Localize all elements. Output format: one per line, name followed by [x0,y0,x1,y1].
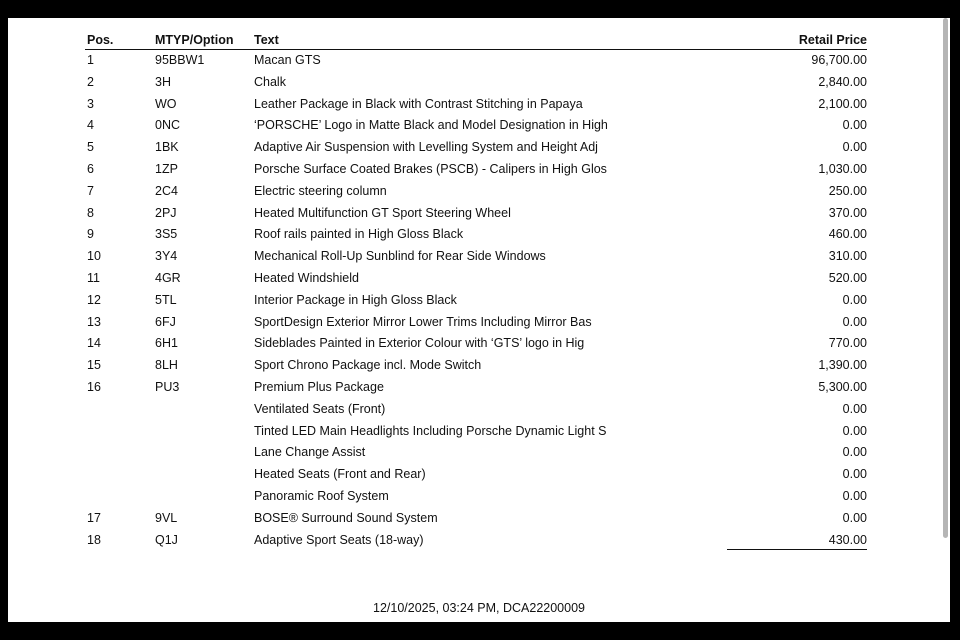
row-option: 1BK [155,140,179,155]
row-text: Leather Package in Black with Contrast Stitching in Papaya [254,96,583,111]
row-pos: 7 [87,183,94,198]
row-option [153,464,252,486]
row-option [153,442,252,464]
row-price: 2,100.00 [818,96,867,111]
row-text: BOSE® Surround Sound System [254,510,438,525]
row-option: 4GR [155,270,181,285]
table-row [85,50,867,72]
row-option: 0NC [155,118,181,133]
table-row [85,290,867,312]
row-option: 2PJ [155,205,177,220]
row-price: 250.00 [828,183,867,198]
row-price: 1,030.00 [818,161,867,176]
table-row [85,530,867,552]
row-price: 0.00 [842,401,867,416]
row-price: 5,300.00 [818,379,867,394]
row-pos: 6 [87,161,94,176]
table-row [85,442,867,464]
table-body [85,50,867,552]
row-price: 520.00 [828,270,867,285]
table-row [85,486,867,508]
document-page [8,18,950,622]
row-pos: 10 [87,249,101,264]
row-pos: 15 [87,358,101,373]
row-text: Interior Package in High Gloss Black [254,292,457,307]
row-option: 9VL [155,510,178,525]
row-pos: 12 [87,292,101,307]
row-pos: 14 [87,336,101,351]
row-pos: 9 [87,227,94,242]
row-text: Premium Plus Package [254,379,384,394]
row-option: 3H [155,74,171,89]
row-text: Sport Chrono Package incl. Mode Switch [254,358,482,373]
table-row [85,399,867,421]
table-row [85,159,867,181]
row-option: 95BBW1 [155,53,205,67]
row-pos [85,486,153,508]
row-pos: 8 [87,205,94,220]
row-price: 460.00 [828,227,867,242]
scrollbar[interactable] [943,18,948,538]
row-pos: 4 [87,118,94,133]
row-pos [85,464,153,486]
row-price [724,530,867,552]
header-text: Text [252,30,724,50]
options-table [85,30,867,551]
row-text: SportDesign Exterior Mirror Lower Trims Including Mirror Bas [254,314,592,329]
row-pos: 17 [87,510,101,525]
row-price: 0.00 [842,292,867,307]
row-pos [85,399,153,421]
row-option: 6H1 [155,336,178,351]
row-option: WO [155,96,177,111]
row-price: 0.00 [842,314,867,329]
table-row [85,137,867,159]
row-price: 370.00 [828,205,867,220]
footer-timestamp: 12/10/2025, 03:24 PM, DCA22200009 [373,601,585,615]
row-text: Lane Change Assist [254,445,366,460]
row-text: Heated Seats (Front and Rear) [254,467,426,482]
table-row [85,246,867,268]
row-price: 0.00 [842,488,867,503]
row-option: 1ZP [155,161,178,176]
row-option: 2C4 [155,183,178,198]
row-price: 0.00 [842,445,867,460]
row-price: 1,390.00 [818,358,867,373]
row-text: Adaptive Sport Seats (18-way) [254,532,424,547]
row-text: Adaptive Air Suspension with Levelling System and Height Adj [254,140,598,155]
row-option: 3S5 [155,227,178,242]
row-option: 6FJ [155,314,176,329]
row-text: Porsche Surface Coated Brakes (PSCB) - Calipers in High Glos [254,161,607,176]
row-price: 770.00 [828,336,867,351]
row-price: 0.00 [842,510,867,525]
table-row [85,115,867,137]
row-pos: 18 [87,532,101,547]
row-pos: 1 [87,53,94,67]
row-pos [85,421,153,443]
row-text: Heated Multifunction GT Sport Steering Wheel [254,205,511,220]
table-row [85,421,867,443]
row-price: 0.00 [842,467,867,482]
row-pos: 2 [87,74,94,89]
header-pos: Pos. [85,30,153,50]
row-text: Chalk [254,74,286,89]
table-row [85,508,867,530]
row-pos: 13 [87,314,101,329]
row-text: Electric steering column [254,183,387,198]
table-row [85,203,867,225]
row-text: Ventilated Seats (Front) [254,401,386,416]
table-row [85,72,867,94]
row-pos: 5 [87,140,94,155]
header-option: MTYP/Option [153,30,252,50]
row-option: 8LH [155,358,178,373]
row-option [153,486,252,508]
table-row [85,224,867,246]
row-text: Tinted LED Main Headlights Including Porsche Dynamic Light S [254,423,607,438]
row-option: Q1J [155,532,178,547]
table-row [85,181,867,203]
row-text: Panoramic Roof System [254,488,389,503]
row-text: Sideblades Painted in Exterior Colour with ‘GTS’ logo in Hig [254,336,585,351]
row-text: Heated Windshield [254,270,359,285]
table-row [85,268,867,290]
header-price: Retail Price [724,30,867,50]
row-pos: 11 [87,270,100,285]
row-option: 3Y4 [155,249,178,264]
row-text: ‘PORSCHE’ Logo in Matte Black and Model Designation in High [254,118,608,133]
row-price: 0.00 [842,118,867,133]
row-option [153,399,252,421]
table-row [85,377,867,399]
table-header-row [85,30,867,50]
table-row [85,333,867,355]
row-pos: 3 [87,96,94,111]
row-text: Roof rails painted in High Gloss Black [254,227,464,242]
row-option [153,421,252,443]
table-row [85,312,867,334]
row-price: 96,700.00 [811,53,867,67]
row-pos [85,442,153,464]
row-option: 5TL [155,292,177,307]
row-text: Mechanical Roll-Up Sunblind for Rear Side Windows [254,249,546,264]
row-pos: 16 [87,379,101,394]
row-option: PU3 [155,379,180,394]
row-price: 2,840.00 [818,74,867,89]
row-price: 0.00 [842,140,867,155]
row-price-value: 430.00 [727,531,867,550]
row-text: Macan GTS [254,53,321,67]
table-row [85,355,867,377]
row-price: 310.00 [828,249,867,264]
row-price: 0.00 [842,423,867,438]
table-row [85,464,867,486]
table-row [85,94,867,116]
